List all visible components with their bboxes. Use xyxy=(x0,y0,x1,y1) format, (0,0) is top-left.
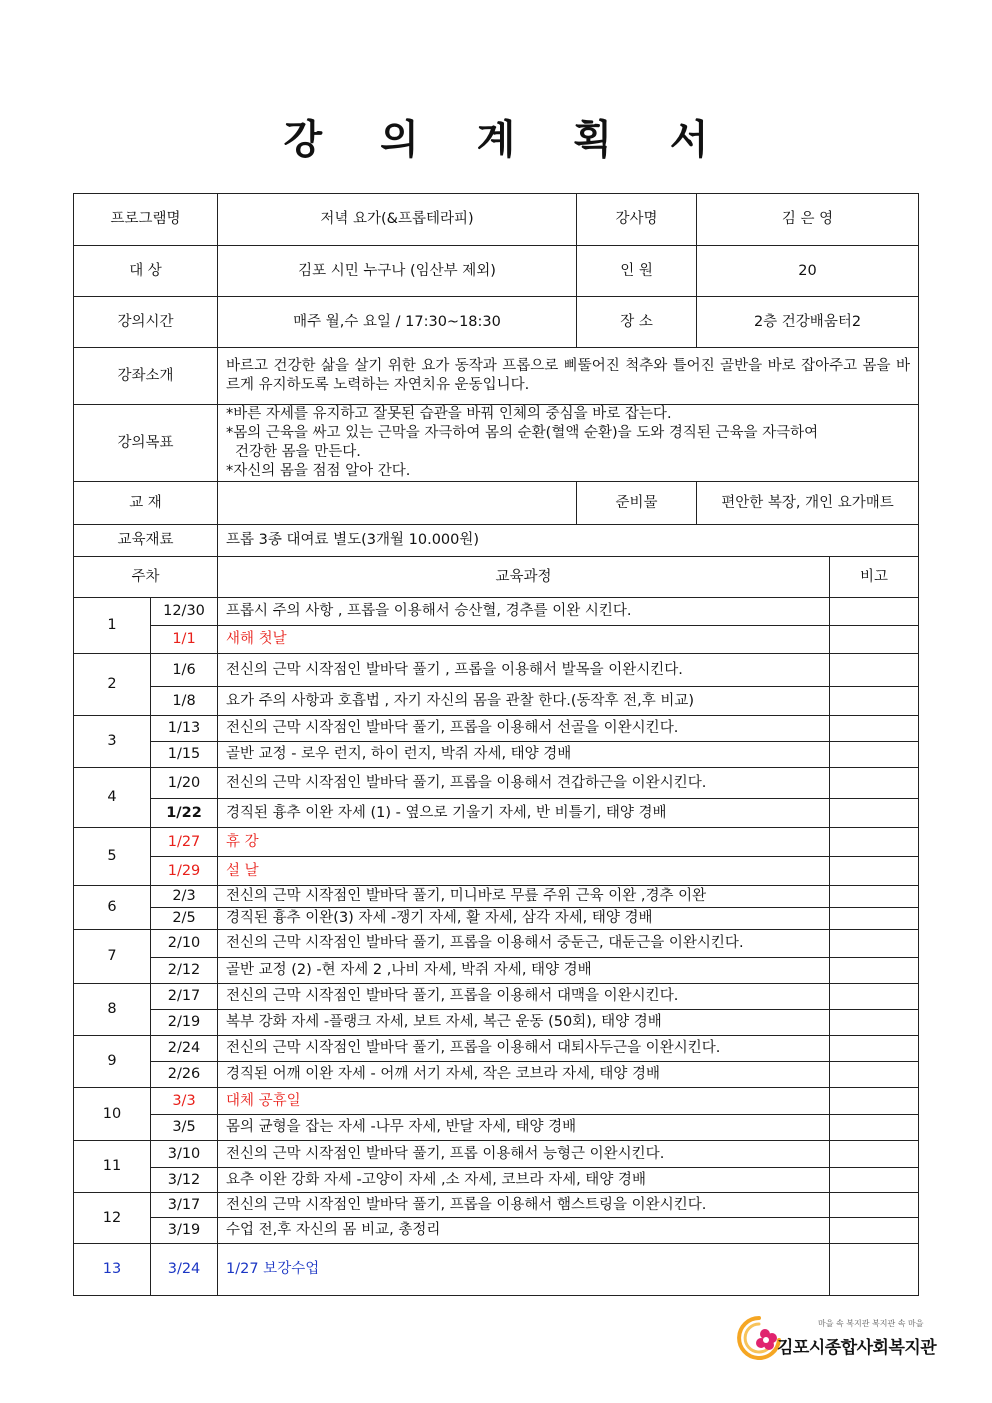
schedule-row xyxy=(74,1062,919,1088)
schedule-row xyxy=(74,1010,919,1036)
supplies-value: 편안한 복장, 개인 요가매트 xyxy=(697,482,919,525)
session-date: 2/17 xyxy=(151,984,218,1010)
capacity-value: 20 xyxy=(697,246,919,297)
session-note xyxy=(830,1218,919,1244)
session-note xyxy=(830,886,919,908)
page-title: 강 의 계 획 서 xyxy=(283,116,731,163)
time-value: 매주 월,수 요일 / 17:30~18:30 xyxy=(218,297,577,348)
schedule-row xyxy=(74,828,919,857)
schedule-row xyxy=(74,598,919,626)
session-date: 1/15 xyxy=(151,742,218,768)
session-content: 1/27 보강수업 xyxy=(218,1244,830,1296)
week-number: 2 xyxy=(74,654,151,716)
session-content: 전신의 근막 시작점인 발바닥 풀기 , 프롭을 이용해서 발목을 이완시킨다. xyxy=(218,654,830,687)
session-note xyxy=(830,984,919,1010)
session-content: 전신의 근막 시작점인 발바닥 풀기, 프롭을 이용해서 중둔근, 대둔근을 이완시킨다. xyxy=(218,930,830,958)
program-label: 프로그램명 xyxy=(74,194,218,246)
schedule-row xyxy=(74,1115,919,1141)
schedule-row xyxy=(74,1193,919,1218)
session-content: 요가 주의 사항과 호흡법 , 자기 자신의 몸을 관찰 한다.(동작후 전,후 비교) xyxy=(218,687,830,716)
session-note xyxy=(830,1141,919,1168)
session-note xyxy=(830,1010,919,1036)
session-note xyxy=(830,654,919,687)
session-date: 3/3 xyxy=(151,1088,218,1115)
session-date: 2/24 xyxy=(151,1036,218,1062)
session-content: 전신의 근막 시작점인 발바닥 풀기, 미니바로 무릎 주위 근육 이완 ,경추 이완 xyxy=(218,886,830,908)
schedule-row xyxy=(74,799,919,828)
session-note xyxy=(830,908,919,930)
session-note xyxy=(830,1244,919,1296)
session-note xyxy=(830,626,919,654)
session-note xyxy=(830,1193,919,1218)
session-note xyxy=(830,1115,919,1141)
session-date: 12/30 xyxy=(151,598,218,626)
session-content: 골반 교정 (2) -현 자세 2 ,나비 자세, 박쥐 자세, 태양 경배 xyxy=(218,958,830,984)
session-date: 3/10 xyxy=(151,1141,218,1168)
session-content: 경직된 흉추 이완 자세 (1) - 옆으로 기울기 자세, 반 비틀기, 태양 경배 xyxy=(218,799,830,828)
schedule-row xyxy=(74,1168,919,1193)
target-value: 김포 시민 누구나 (임산부 제외) xyxy=(218,246,577,297)
session-note xyxy=(830,1168,919,1193)
schedule-row xyxy=(74,768,919,799)
schedule-row xyxy=(74,1141,919,1168)
instructor-label: 강사명 xyxy=(577,194,697,246)
session-content: 골반 교정 - 로우 런지, 하이 런지, 박쥐 자세, 태양 경배 xyxy=(218,742,830,768)
schedule-row xyxy=(74,742,919,768)
place-value: 2층 건강배움터2 xyxy=(697,297,919,348)
session-date: 1/27 xyxy=(151,828,218,857)
instructor-value: 김 은 영 xyxy=(697,194,919,246)
week-number: 11 xyxy=(74,1141,151,1193)
intro-label: 강좌소개 xyxy=(74,348,218,405)
session-content: 복부 강화 자세 -플랭크 자세, 보트 자세, 복근 운동 (50회), 태양 경배 xyxy=(218,1010,830,1036)
session-content: 전신의 근막 시작점인 발바닥 풀기, 프롭을 이용해서 햄스트링을 이완시킨다. xyxy=(218,1193,830,1218)
schedule-row xyxy=(74,930,919,958)
session-note xyxy=(830,857,919,886)
week-number: 1 xyxy=(74,598,151,654)
logo-slogan: 마을 속 복지관 복지관 속 마을 xyxy=(818,1319,924,1328)
session-date: 2/10 xyxy=(151,930,218,958)
session-content: 전신의 근막 시작점인 발바닥 풀기, 프롭을 이용해서 선골을 이완시킨다. xyxy=(218,716,830,742)
capacity-label: 인 원 xyxy=(577,246,697,297)
week-number: 3 xyxy=(74,716,151,768)
schedule-row xyxy=(74,716,919,742)
logo-name: 김포시종합사회복지관 xyxy=(777,1338,937,1358)
goal-label: 강의목표 xyxy=(74,405,218,482)
intro-value: 바르고 건강한 삶을 살기 위한 요가 동작과 프롭으로 삐뚤어진 척추와 틀어진 골반을 바로 잡아주고 몸을 바르게 유지하도록 노력하는 자연치유 운동입니다. xyxy=(218,348,919,405)
schedule-row xyxy=(74,1088,919,1115)
week-number: 10 xyxy=(74,1088,151,1141)
week-number: 9 xyxy=(74,1036,151,1088)
material-label: 교육재료 xyxy=(74,525,218,557)
textbook-value xyxy=(218,482,577,525)
flower-logo-icon xyxy=(735,1312,783,1366)
session-content: 요추 이완 강화 자세 -고양이 자세 ,소 자세, 코브라 자세, 태양 경배 xyxy=(218,1168,830,1193)
session-date: 1/13 xyxy=(151,716,218,742)
session-date: 1/6 xyxy=(151,654,218,687)
supplies-label: 준비물 xyxy=(577,482,697,525)
session-note xyxy=(830,958,919,984)
session-date: 2/26 xyxy=(151,1062,218,1088)
week-number: 7 xyxy=(74,930,151,984)
schedule-row xyxy=(74,1244,919,1296)
schedule-row xyxy=(74,908,919,930)
session-content: 휴 강 xyxy=(218,828,830,857)
session-content: 경직된 흉추 이완(3) 자세 -쟁기 자세, 활 자세, 삼각 자세, 태양 경배 xyxy=(218,908,830,930)
session-date: 1/20 xyxy=(151,768,218,799)
schedule-row xyxy=(74,1036,919,1062)
session-date: 2/12 xyxy=(151,958,218,984)
session-date: 3/19 xyxy=(151,1218,218,1244)
session-date: 1/1 xyxy=(151,626,218,654)
session-content: 대체 공휴일 xyxy=(218,1088,830,1115)
place-label: 장 소 xyxy=(577,297,697,348)
goal-list xyxy=(218,405,919,482)
schedule-row xyxy=(74,1218,919,1244)
session-note xyxy=(830,930,919,958)
schedule-row xyxy=(74,857,919,886)
session-note xyxy=(830,687,919,716)
schedule-row xyxy=(74,958,919,984)
session-content: 전신의 근막 시작점인 발바닥 풀기, 프롭을 이용해서 대맥을 이완시킨다. xyxy=(218,984,830,1010)
time-label: 강의시간 xyxy=(74,297,218,348)
session-note xyxy=(830,598,919,626)
week-number: 13 xyxy=(74,1244,151,1296)
session-date: 3/12 xyxy=(151,1168,218,1193)
goal-item: *몸의 근육을 싸고 있는 근막을 자극하여 몸의 순환(혈액 순환)을 도와 경직된 근육을 자극하여 xyxy=(226,425,819,441)
week-number: 4 xyxy=(74,768,151,828)
week-number: 5 xyxy=(74,828,151,886)
week-header: 주차 xyxy=(74,557,218,598)
session-content: 몸의 균형을 잡는 자세 -나무 자세, 반달 자세, 태양 경배 xyxy=(218,1115,830,1141)
session-content: 수업 전,후 자신의 몸 비교, 총정리 xyxy=(218,1218,830,1244)
session-date: 1/22 xyxy=(151,799,218,828)
schedule-row xyxy=(74,626,919,654)
session-note xyxy=(830,1088,919,1115)
program-value: 저녁 요가(&프롭테라피) xyxy=(218,194,577,246)
lecture-plan-table xyxy=(73,193,919,1296)
session-date: 2/3 xyxy=(151,886,218,908)
session-date: 1/29 xyxy=(151,857,218,886)
session-note xyxy=(830,799,919,828)
session-note xyxy=(830,828,919,857)
session-date: 3/5 xyxy=(151,1115,218,1141)
session-note xyxy=(830,768,919,799)
textbook-label: 교 재 xyxy=(74,482,218,525)
course-header: 교육과정 xyxy=(218,557,830,598)
session-note xyxy=(830,1036,919,1062)
session-note xyxy=(830,742,919,768)
session-content: 경직된 어깨 이완 자세 - 어깨 서기 자세, 작은 코브라 자세, 태양 경배 xyxy=(218,1062,830,1088)
session-content: 새해 첫날 xyxy=(218,626,830,654)
schedule-row xyxy=(74,687,919,716)
week-number: 6 xyxy=(74,886,151,930)
session-date: 2/19 xyxy=(151,1010,218,1036)
goal-item: *바른 자세를 유지하고 잘못된 습관을 바꿔 인체의 중심을 바로 잡는다. xyxy=(226,406,672,422)
session-content: 전신의 근막 시작점인 발바닥 풀기, 프롭을 이용해서 대퇴사두근을 이완시킨다. xyxy=(218,1036,830,1062)
schedule-row xyxy=(74,886,919,908)
session-content: 전신의 근막 시작점인 발바닥 풀기, 프롭을 이용해서 견갑하근을 이완시킨다. xyxy=(218,768,830,799)
target-label: 대 상 xyxy=(74,246,218,297)
session-note xyxy=(830,716,919,742)
week-number: 8 xyxy=(74,984,151,1036)
session-date: 3/17 xyxy=(151,1193,218,1218)
session-date: 3/24 xyxy=(151,1244,218,1296)
session-date: 1/8 xyxy=(151,687,218,716)
session-content: 프롭시 주의 사항 , 프롭을 이용해서 승산혈, 경추를 이완 시킨다. xyxy=(218,598,830,626)
material-value: 프롭 3종 대여료 별도(3개월 10.000원) xyxy=(218,525,919,557)
week-number: 12 xyxy=(74,1193,151,1244)
goal-item: *자신의 몸을 점점 알아 간다. xyxy=(226,463,411,479)
schedule-row xyxy=(74,654,919,687)
session-note xyxy=(830,1062,919,1088)
session-content: 전신의 근막 시작점인 발바닥 풀기, 프롭 이용해서 능형근 이완시킨다. xyxy=(218,1141,830,1168)
session-date: 2/5 xyxy=(151,908,218,930)
note-header: 비고 xyxy=(830,557,919,598)
schedule-row xyxy=(74,984,919,1010)
session-content: 설 날 xyxy=(218,857,830,886)
goal-item: 건강한 몸을 만든다. xyxy=(235,444,361,460)
